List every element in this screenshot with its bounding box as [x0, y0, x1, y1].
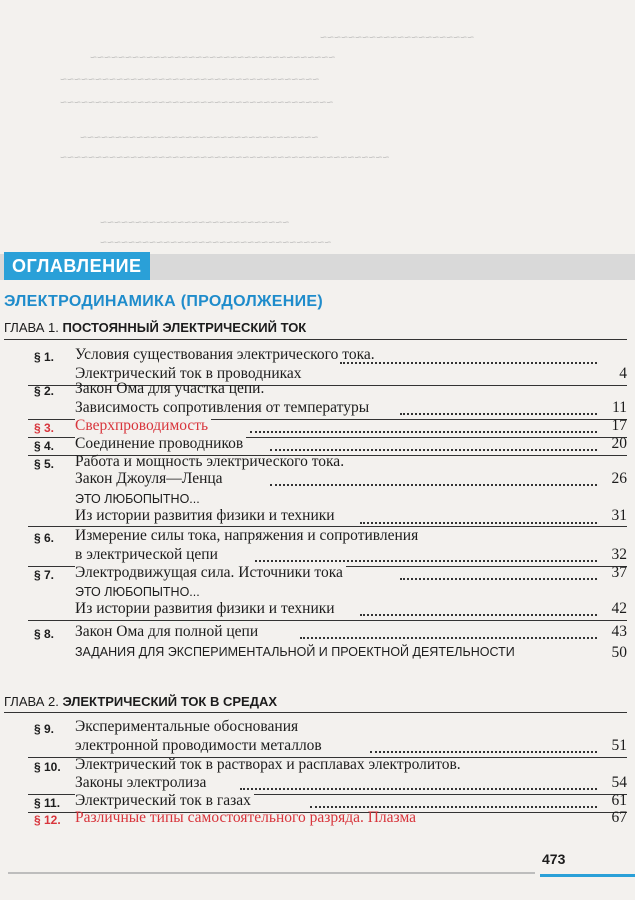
entry-page: 42 — [611, 600, 627, 617]
entry-line: Условия существования электрического тока. — [75, 346, 375, 363]
entry-page: 54 — [611, 774, 627, 791]
entry-number: § 2. — [34, 384, 55, 398]
entry-page: 32 — [611, 546, 627, 563]
chapter-prefix: ГЛАВА 2. — [4, 694, 59, 709]
chapter-rule — [4, 339, 627, 340]
entry-line: Измерение силы тока, напряжения и сопротивления — [75, 527, 419, 544]
entry-page: 26 — [611, 470, 627, 487]
entry-line: Закон Ома для полной цепи — [75, 623, 261, 640]
entry-number: § 6. — [34, 531, 55, 545]
chapter-prefix: ГЛАВА 1. — [4, 320, 59, 335]
entry-line: Электрический ток в растворах и расплавах электролитов. — [75, 756, 461, 773]
entry-line: Из истории развития физики и техники — [75, 507, 338, 524]
entry-line: Различные типы самостоятельного разряда. Плазма — [75, 809, 417, 826]
entry-page: 43 — [611, 623, 627, 640]
entry-page: 11 — [612, 399, 627, 416]
entry-number: § 3. — [34, 421, 55, 435]
entry-line: Экспериментальные обоснования — [75, 718, 299, 735]
chapter-rule — [4, 712, 627, 713]
entry-line: Электродвижущая сила. Источники тока — [75, 564, 346, 581]
entry-line: Сверхпроводимость — [75, 417, 211, 434]
entry-line: электронной проводимости металлов — [75, 737, 325, 754]
entry-line: ЭТО ЛЮБОПЫТНО... — [75, 585, 200, 599]
entry-number: § 10. — [34, 760, 61, 774]
entry-number: § 8. — [34, 627, 55, 641]
entry-line: Закон Ома для участка цепи. — [75, 380, 265, 397]
entry-page: 31 — [611, 507, 627, 524]
section-title: ЭЛЕКТРОДИНАМИКА (ПРОДОЛЖЕНИЕ) — [4, 293, 323, 310]
page-number: 473 — [540, 849, 635, 877]
entry-line: Закон Джоуля—Ленца — [75, 470, 226, 487]
entry-line: ЗАДАНИЯ ДЛЯ ЭКСПЕРИМЕНТАЛЬНОЙ И ПРОЕКТНОЙ ДЕЯТЕЛЬНОСТИ — [75, 645, 515, 659]
chapter-title: ПОСТОЯННЫЙ ЭЛЕКТРИЧЕСКИЙ ТОК — [62, 320, 307, 335]
entry-page: 4 — [619, 365, 627, 382]
entry-line: Зависимость сопротивления от температуры — [75, 399, 372, 416]
entry-number: § 5. — [34, 457, 55, 471]
entry-page: 17 — [611, 417, 627, 434]
entry-page: 20 — [611, 435, 627, 452]
entry-line: Электрический ток в газах — [75, 792, 254, 809]
bleed-through: ~~~~~~~~~~~~~~~~~~~~~~ ~~~~~~~~~~~~~~~~~~~~~~~~~~~~~~~~~~~ ~~~~~~~~~~~~~~~~~~~~~~~~~~~~~~~~~~~~~ ~~~~~~~~~~~~~~~~~~~~~~~~~~~~~~~~~~~~~~~ ~~~~~~~~~~~~~~~~~~~~~~~~~~~~~~~~~~ ~~~~~~~~~~~~~~~~~~~~~~~~~~~~~~~~~~~~~~~~~~~~~~~ ~~~~~~~~~~~~~~~~~~~~~~~~~~~ ~~~~~~~~~~~~~~~~~~~~~~~~~~~~~~~~~ — [60, 30, 475, 249]
entry-page: 50 — [611, 644, 627, 661]
chapter-1-heading — [4, 320, 306, 335]
chapter-title: ЭЛЕКТРИЧЕСКИЙ ТОК В СРЕДАХ — [62, 694, 278, 709]
entry-page: 37 — [611, 564, 627, 581]
dot-leader — [340, 362, 597, 364]
entry-line: в электрической цепи — [75, 546, 221, 563]
entry-number: § 9. — [34, 722, 55, 736]
entry-number: § 4. — [34, 439, 55, 453]
entry-line: Соединение проводников — [75, 435, 246, 452]
entry-number: § 7. — [34, 568, 55, 582]
footer-rule — [8, 872, 535, 874]
entry-line: Электрический ток в проводниках — [75, 365, 305, 382]
chapter-2-heading — [4, 694, 277, 709]
contents-banner: ОГЛАВЛЕНИЕ — [4, 252, 150, 280]
entry-line: Из истории развития физики и техники — [75, 600, 338, 617]
entry-number: § 11. — [34, 796, 61, 810]
entry-page: 67 — [611, 809, 627, 826]
entry-page: 51 — [611, 737, 627, 754]
entry-rule — [28, 620, 627, 621]
entry-line: Законы электролиза — [75, 774, 209, 791]
entry-line: Работа и мощность электрического тока. — [75, 453, 345, 470]
entry-page: 61 — [611, 792, 627, 809]
entry-number: § 12. — [34, 813, 61, 827]
entry-line: ЭТО ЛЮБОПЫТНО... — [75, 492, 200, 506]
entry-number: § 1. — [34, 350, 55, 364]
